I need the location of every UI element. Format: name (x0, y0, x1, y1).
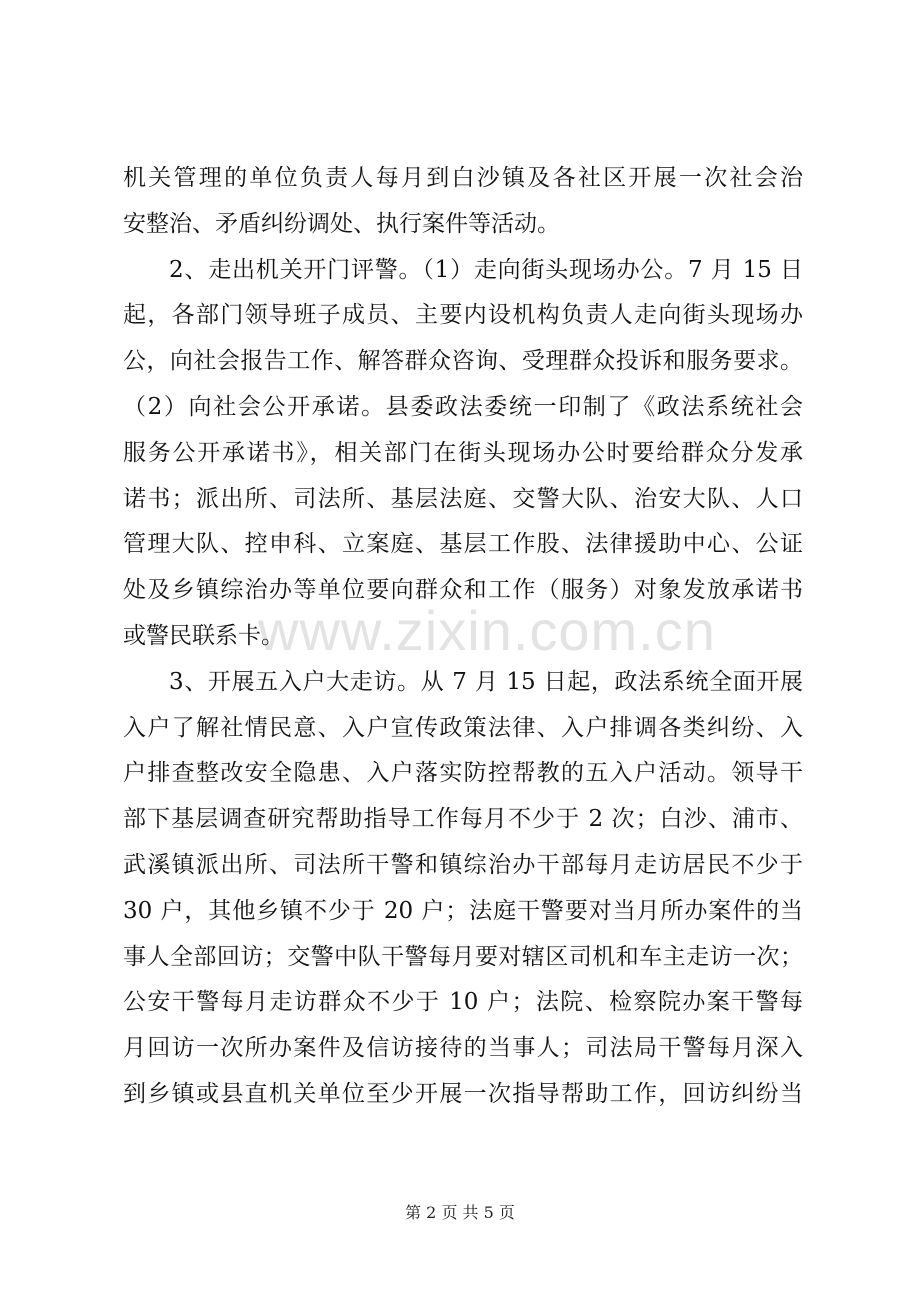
text-line: 公，向社会报告工作、解答群众咨询、受理群众投诉和服务要求。 (123, 348, 803, 375)
text-line: 安整治、矛盾纠纷调处、执行案件等活动。 (123, 210, 560, 237)
text-line: 或警民联系卡。 (123, 622, 284, 649)
page-footer: 第 2 页 共 5 页 (405, 1203, 515, 1222)
text-line: 入户了解社情民意、入户宣传政策法律、入户排调各类纠纷、入 (123, 714, 803, 741)
text-line: 3、开展五入户大走访。从 7 月 15 日起，政法系统全面开展 (169, 668, 803, 695)
text-line: 机关管理的单位负责人每月到白沙镇及各社区开展一次社会治 (123, 165, 803, 191)
text-line: 服务公开承诺书》，相关部门在街头现场办公时要给群众分发承 (123, 439, 803, 466)
text-line: 户排查整改安全隐患、入户落实防控帮教的五入户活动。领导干 (123, 760, 803, 787)
text-line: 管理大队、控申科、立案庭、基层工作股、法律援助中心、公证 (123, 531, 803, 558)
watermark: www.zixin.com.cn (258, 599, 716, 662)
text-line: 诺书；派出所、司法所、基层法庭、交警大队、治安大队、人口 (123, 485, 803, 512)
text-line: 起，各部门领导班子成员、主要内设机构负责人走向街头现场办 (123, 302, 803, 329)
text-line: 月回访一次所办案件及信访接待的当事人；司法局干警每月深入 (123, 1035, 803, 1062)
text-line: 事人全部回访；交警中队干警每月要对辖区司机和车主走访一次； (123, 943, 803, 970)
text-line: 到乡镇或县直机关单位至少开展一次指导帮助工作，回访纠纷当 (123, 1080, 803, 1107)
text-line: （2）向社会公开承诺。县委政法委统一印制了《政法系统社会 (123, 393, 803, 420)
text-line: 2、走出机关开门评警。（1）走向街头现场办公。7 月 15 日 (169, 256, 803, 283)
text-line: 武溪镇派出所、司法所干警和镇综治办干部每月走访居民不少于 (123, 851, 803, 878)
body-text (123, 156, 803, 1118)
text-line: 部下基层调查研究帮助指导工作每月不少于 2 次；白沙、浦市、 (123, 806, 803, 833)
text-line: 处及乡镇综治办等单位要向群众和工作（服务）对象发放承诺书 (123, 577, 803, 604)
text-line: 30 户，其他乡镇不少于 20 户；法庭干警要对当月所办案件的当 (123, 897, 803, 924)
text-line: 公安干警每月走访群众不少于 10 户；法院、检察院办案干警每 (123, 989, 803, 1016)
